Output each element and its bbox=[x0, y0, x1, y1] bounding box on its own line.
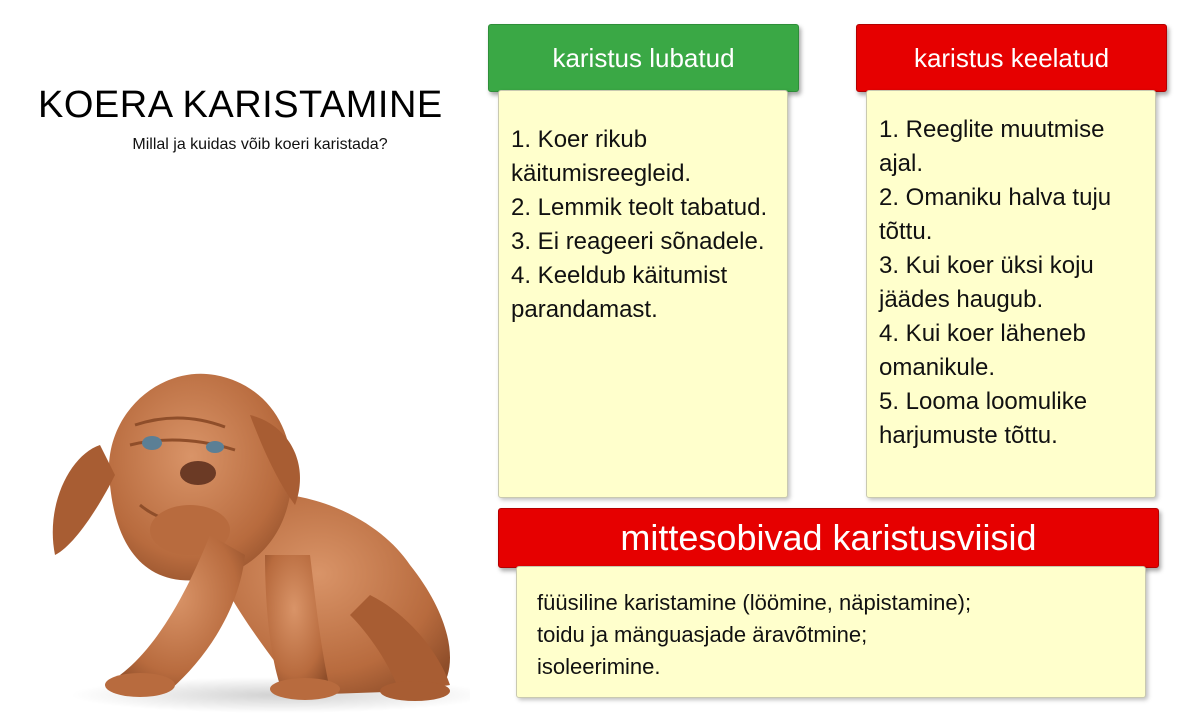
allowed-item: 3. Ei reageeri sõnadele. bbox=[511, 228, 765, 255]
methods-card bbox=[516, 566, 1146, 698]
forbidden-item: 2. Omaniku halva tuju tõttu. bbox=[879, 184, 1112, 245]
puppy-image bbox=[40, 355, 470, 715]
forbidden-card bbox=[866, 90, 1156, 498]
methods-item: füüsiline karistamine (löömine, näpistamine); bbox=[537, 590, 972, 615]
methods-header: mittesobivad karistusviisid bbox=[498, 508, 1159, 568]
page-title: KOERA KARISTAMINE bbox=[38, 84, 443, 126]
forbidden-item: 3. Kui koer üksi koju jäädes haugub. bbox=[879, 252, 1094, 313]
methods-item: isoleerimine. bbox=[537, 654, 661, 679]
page-subtitle: Millal ja kuidas võib koeri karistada? bbox=[132, 136, 388, 153]
forbidden-item: 5. Looma loomulike harjumuste tõttu. bbox=[879, 388, 1088, 449]
allowed-card bbox=[498, 90, 788, 498]
forbidden-item: 4. Kui koer läheneb omanikule. bbox=[879, 320, 1086, 381]
allowed-item: 2. Lemmik teolt tabatud. bbox=[511, 194, 768, 221]
allowed-item: 4. Keeldub käitumist parandamast. bbox=[511, 262, 728, 323]
forbidden-item: 1. Reeglite muutmise ajal. bbox=[879, 116, 1105, 177]
allowed-item: 1. Koer rikub käitumisreegleid. bbox=[511, 126, 692, 187]
methods-item: toidu ja mänguasjade äravõtmine; bbox=[537, 622, 868, 647]
allowed-header: karistus lubatud bbox=[488, 24, 799, 92]
forbidden-header: karistus keelatud bbox=[856, 24, 1167, 92]
